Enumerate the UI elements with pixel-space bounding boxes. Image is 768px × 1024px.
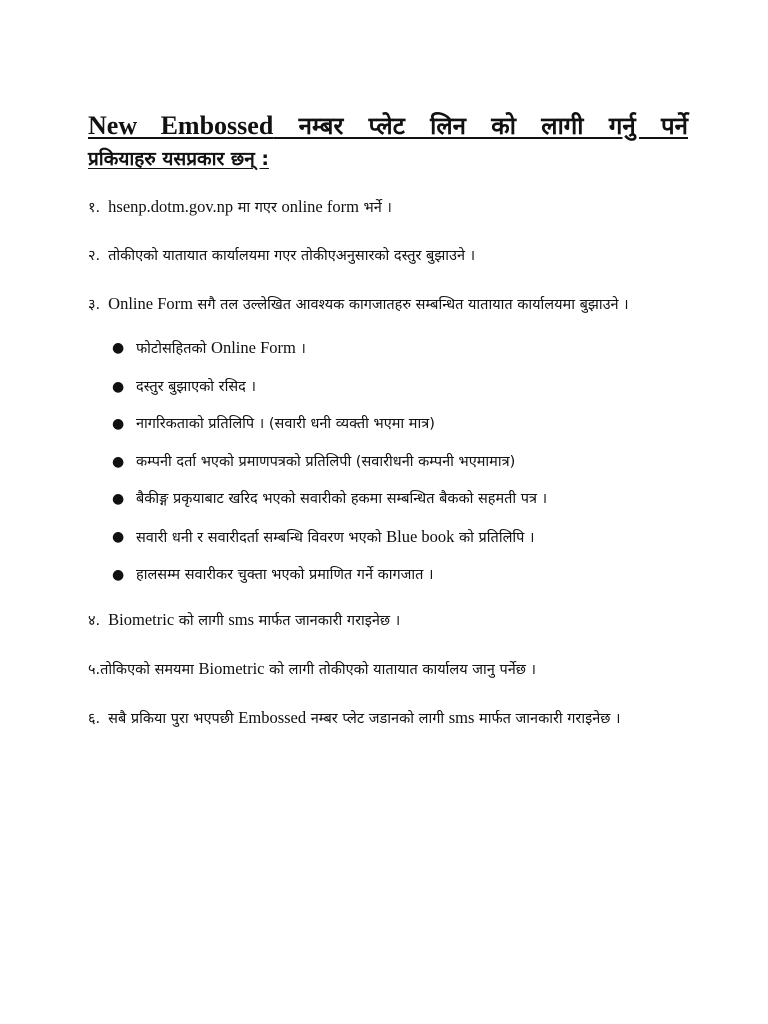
step-1 [88, 194, 688, 221]
step-2 [88, 243, 688, 269]
item-text: हालसम्म सवारीकर चुक्ता भएको प्रमाणित गर्ने कागजात । [136, 567, 434, 583]
step-link-text: hsenp.dotm.gov.np [108, 197, 234, 216]
bullet-icon: ● [112, 416, 125, 432]
list-item [112, 527, 688, 548]
list-item [112, 565, 688, 585]
bullet-icon: ● [112, 453, 125, 470]
list-item [112, 414, 688, 434]
step-text-english: Online Form [108, 294, 193, 313]
title-nepali: नम्बर प्लेट लिन को लागी गर्नु पर्ने [273, 111, 688, 140]
step-text: तोकीएको यातायात कार्यालयमा गएर तोकीएअनुसारको दस्तुर बुझाउने । [108, 248, 476, 264]
item-text: सवारी धनी र सवारीदर्ता सम्बन्धि विवरण भएको [136, 529, 387, 546]
list-item [112, 489, 688, 509]
step-4 [88, 607, 688, 634]
item-text: फोटोसहितको [136, 341, 212, 357]
step-text-english: online form [281, 197, 359, 216]
step-5 [88, 656, 688, 683]
list-item [112, 338, 688, 359]
step-text: मार्फत जानकारी गराइनेछ । [254, 613, 401, 629]
step-text: नम्बर प्लेट जडानको लागी [306, 711, 449, 727]
item-text: कम्पनी दर्ता भएको प्रमाणपत्रको प्रतिलिपी (सवारीधनी कम्पनी भएमामात्र) [136, 453, 516, 470]
item-text: नागरिकताको प्रतिलिपि । (सवारी धनी व्यक्ती भएमा मात्र) [136, 416, 435, 432]
list-item [112, 377, 688, 397]
item-text-english: Blue book [386, 526, 455, 546]
step-number: ६. [88, 711, 101, 727]
step-text: मा गएर [233, 200, 282, 216]
step-text: सगै तल उल्लेखित आवश्यक कागजातहरु सम्बन्धित यातायात कार्यालयमा बुझाउने । [192, 297, 629, 313]
step-text: को लागी तोकीएको यातायात कार्यालय जानु पर्नेछ । [264, 662, 537, 678]
requirements-list [88, 338, 688, 585]
step-text: मार्फत जानकारी गराइनेछ । [474, 711, 621, 727]
bullet-icon: ● [112, 567, 125, 583]
title-english: New Embossed [88, 111, 274, 140]
step-text: सबै प्रकिया पुरा भएपछी [108, 711, 239, 727]
step-number: २. [88, 248, 101, 264]
step-3 [88, 291, 688, 318]
bullet-icon: ● [112, 340, 125, 356]
step-text: भर्ने । [358, 200, 392, 216]
item-text-english: Online Form [211, 338, 296, 357]
step-text-english: Embossed [238, 708, 307, 727]
item-text: को प्रतिलिपि । [454, 529, 535, 546]
item-text: । [295, 341, 306, 357]
document-title-continued: प्रकियाहरु यसप्रकार छन् : [88, 148, 269, 170]
step-text: तोकिएको समयमा [100, 662, 199, 678]
step-number: ४. [88, 613, 101, 629]
bullet-icon: ● [112, 528, 125, 545]
step-text: को लागी [174, 613, 229, 629]
item-text: बैकीङ्ग प्रकृयाबाट खरिद भएको सवारीको हकमा सम्बन्धित बैकको सहमती पत्र । [136, 491, 548, 507]
bullet-icon: ● [112, 378, 125, 395]
step-number: ५. [88, 662, 101, 678]
document-title [88, 108, 688, 144]
list-item [112, 452, 688, 472]
step-text-english: Biometric [108, 610, 175, 629]
step-6 [88, 705, 688, 732]
step-number: १. [88, 200, 101, 216]
bullet-icon: ● [112, 491, 125, 507]
step-text-english: sms [228, 610, 255, 629]
document-page [88, 108, 688, 754]
step-text-english: sms [448, 708, 475, 727]
item-text: दस्तुर बुझाएको रसिद । [136, 378, 256, 395]
step-number: ३. [88, 297, 101, 313]
step-text-english: Biometric [198, 659, 265, 678]
